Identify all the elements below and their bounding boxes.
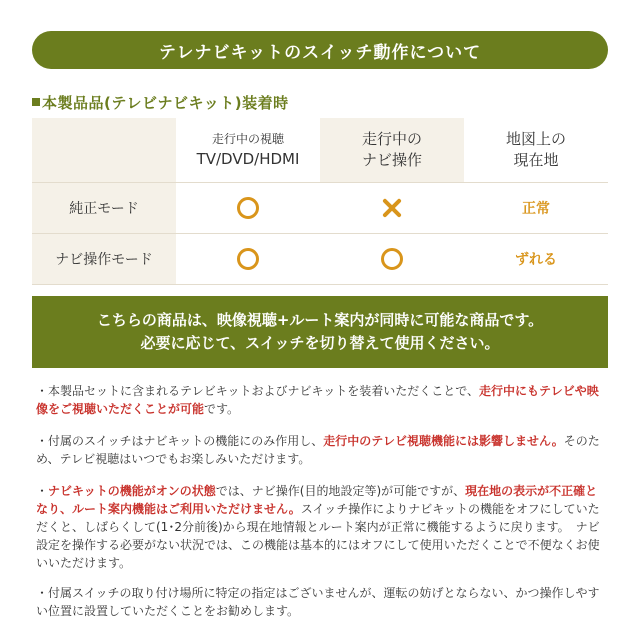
note-highlight: 現在地の表示が不正確となり、ルート案内機能はご利用いただけません。 (36, 484, 598, 516)
circle-mark-icon (237, 248, 259, 270)
location-status: ずれる (515, 251, 557, 268)
note-text: スイッチ操作によりナビキットの機能をオフにしていただくと、しばらくして(1･2分前後)から現在地情報とルート案内が正常に機能するように戻ります。 ナビ設定を操作する必要がない状況では、この機能は基本的にはオフにして使用いただくことで不便なくお使いいただけます。 (36, 502, 600, 570)
note-text: ・付属スイッチの取り付け場所に特定の指定はございませんが、運転の妨げとならない、かつ操作しやすい位置に設置していただくことをお勧めします。 (36, 586, 600, 618)
note-text: ・本製品セットに含まれるテレビキットおよびナビキットを装着いただくことで、 (36, 384, 480, 398)
tv-viewing-cell (176, 182, 320, 233)
section-title (32, 92, 289, 113)
table-row (32, 233, 608, 284)
note-item (36, 382, 608, 418)
note-highlight: 走行中にもテレビや映像をご視聴いただくことが可能 (36, 384, 599, 416)
note-text: そのため、テレビ視聴はいつでもお楽しみいただけます。 (36, 434, 600, 466)
banner-line-2: 必要に応じて、スイッチを切り替えて使用ください。 (140, 334, 500, 352)
table-header-row (32, 118, 608, 182)
note-highlight: ナビキットの機能がオンの状態 (48, 484, 216, 498)
cross-mark-icon (381, 197, 403, 219)
note-item (36, 432, 608, 468)
current-location-cell (464, 233, 608, 284)
tv-viewing-cell (176, 233, 320, 284)
column-header-line2: TV/DVD/HDMI (196, 149, 300, 168)
header-title-bar (32, 31, 608, 69)
section-title-text: 本製品品(テレビナビキット)装着時 (42, 94, 289, 112)
nav-operation-cell (320, 182, 464, 233)
column-header-line1: 走行中の視聴 (211, 131, 284, 146)
circle-mark-icon (381, 248, 403, 270)
header-title: テレナビキットのスイッチ動作について (158, 42, 482, 63)
note-item (36, 482, 608, 572)
column-header-current-location (464, 118, 608, 182)
banner-line-1: こちらの商品は、映像視聴+ルート案内が同時に可能な商品です。 (96, 310, 544, 329)
mode-label: ナビ操作モード (32, 233, 176, 284)
note-text: です。 (204, 402, 240, 416)
square-bullet-icon (32, 98, 40, 106)
column-header-line1: 走行中の (361, 129, 422, 148)
note-text: ・付属のスイッチはナビキットの機能にのみ作用し、 (36, 434, 324, 448)
note-item (36, 584, 608, 620)
table-corner-cell (32, 118, 176, 182)
location-status: 正常 (522, 200, 550, 217)
column-header-nav-operation (320, 118, 464, 182)
table-row (32, 182, 608, 233)
circle-mark-icon (237, 197, 259, 219)
info-banner (32, 296, 608, 368)
current-location-cell (464, 182, 608, 233)
note-highlight: 走行中のテレビ視聴機能には影響しません。 (323, 434, 564, 448)
column-header-line1: 地図上の (505, 129, 566, 148)
column-header-line2: 現在地 (513, 150, 559, 169)
mode-label: 純正モード (32, 182, 176, 233)
column-header-tv-viewing (176, 118, 320, 182)
note-text: では、ナビ操作(目的地設定等)が可能ですが、 (215, 484, 466, 498)
nav-operation-cell (320, 233, 464, 284)
comparison-table (32, 118, 608, 285)
note-bullet: ・ (36, 484, 49, 498)
column-header-line2: ナビ操作 (361, 150, 422, 169)
